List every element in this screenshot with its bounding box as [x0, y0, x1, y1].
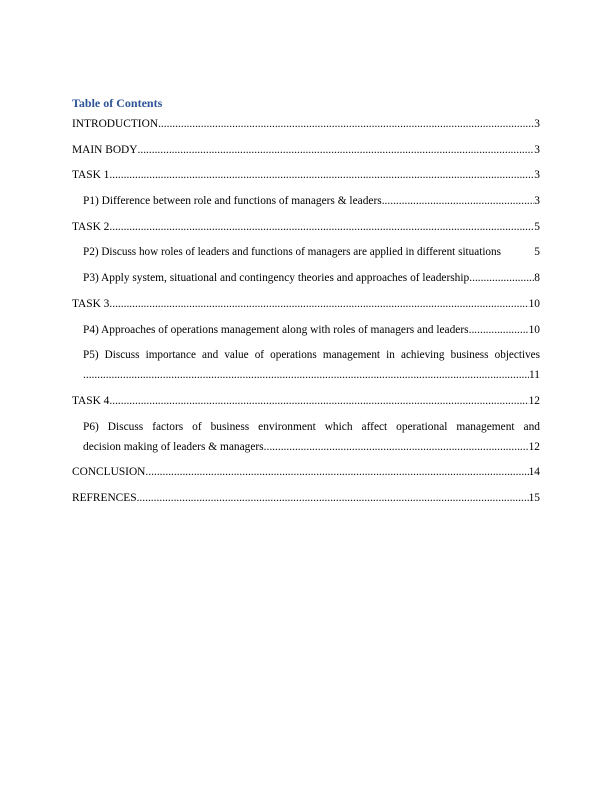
toc-entry-p1[interactable] — [72, 191, 540, 211]
toc-entry-p2[interactable] — [72, 242, 540, 262]
toc-entry-label: TASK 4 — [72, 394, 110, 407]
toc-entry-label: REFRENCES — [72, 491, 137, 504]
toc-entry-conclusion[interactable] — [72, 462, 540, 482]
toc-entry-label: CONCLUSION — [72, 466, 146, 479]
toc-entry-page: 3 — [534, 118, 540, 130]
toc-entry-p6[interactable] — [72, 417, 540, 457]
toc-entry-page: 10 — [528, 297, 540, 310]
toc-entry-main-body[interactable] — [72, 140, 540, 160]
toc-entry-page: 3 — [534, 169, 540, 182]
toc-entry-page: 5 — [534, 246, 540, 259]
toc-entry-label: TASK 3 — [72, 297, 110, 310]
dot-leader — [109, 217, 534, 237]
dot-leader — [138, 140, 535, 160]
toc-entry-introduction[interactable] — [72, 114, 540, 134]
dot-leader — [109, 165, 534, 185]
toc-entry-label: INTRODUCTION — [72, 118, 159, 130]
dot-leader — [382, 191, 535, 211]
toc-entry-p4[interactable] — [72, 320, 540, 340]
toc-entry-page: 11 — [529, 369, 540, 382]
dot-leader — [469, 268, 534, 288]
toc-entry-task-1[interactable] — [72, 165, 540, 185]
toc-entry-p3[interactable] — [72, 268, 540, 288]
toc-entry-label: P1) Difference between role and functions of managers & leaders — [83, 195, 382, 208]
toc-entry-label: P3) Apply system, situational and contingency theories and approaches of leadership — [83, 272, 470, 285]
dot-leader — [469, 320, 529, 340]
toc-entry-page: 5 — [534, 220, 540, 233]
toc-entry-label: MAIN BODY — [72, 143, 138, 156]
toc-entry-label: P6) Discuss factors of business environment which affect operational management and — [83, 420, 540, 433]
toc-entry-page: 12 — [528, 440, 540, 453]
toc-entry-page: 14 — [528, 466, 540, 479]
toc-entry-page: 3 — [534, 195, 540, 208]
toc-entry-page: 15 — [528, 491, 540, 504]
dot-leader — [137, 488, 529, 508]
dot-leader — [109, 391, 528, 411]
toc-entry-task-4[interactable] — [72, 391, 540, 411]
toc-entry-label: P2) Discuss how roles of leaders and functions of managers are applied in different situations — [83, 246, 501, 259]
toc-entry-page: 8 — [534, 272, 540, 285]
toc-entry-task-2[interactable] — [72, 217, 540, 237]
toc-entry-refrences[interactable] — [72, 488, 540, 508]
toc-entry-label: P5) Discuss importance and value of operations management in achieving business objectives — [83, 349, 540, 362]
toc-entry-label: TASK 1 — [72, 169, 110, 182]
toc-entry-label-continued: decision making of leaders & managers — [83, 440, 264, 453]
toc-entry-page: 10 — [528, 323, 540, 336]
dot-leader — [109, 294, 528, 314]
dot-leader — [158, 114, 534, 134]
dot-leader — [83, 365, 529, 385]
dot-leader — [145, 462, 528, 482]
dot-leader — [264, 437, 529, 457]
toc-entry-label: TASK 2 — [72, 220, 110, 233]
toc-entry-page: 3 — [534, 143, 540, 156]
toc-entry-task-3[interactable] — [72, 294, 540, 314]
table-of-contents — [72, 95, 540, 514]
toc-entry-p5[interactable] — [72, 345, 540, 385]
toc-entry-label: P4) Approaches of operations management along with roles of managers and leaders — [83, 323, 469, 336]
toc-entry-page: 12 — [528, 394, 540, 407]
toc-title: Table of Contents — [72, 96, 163, 110]
